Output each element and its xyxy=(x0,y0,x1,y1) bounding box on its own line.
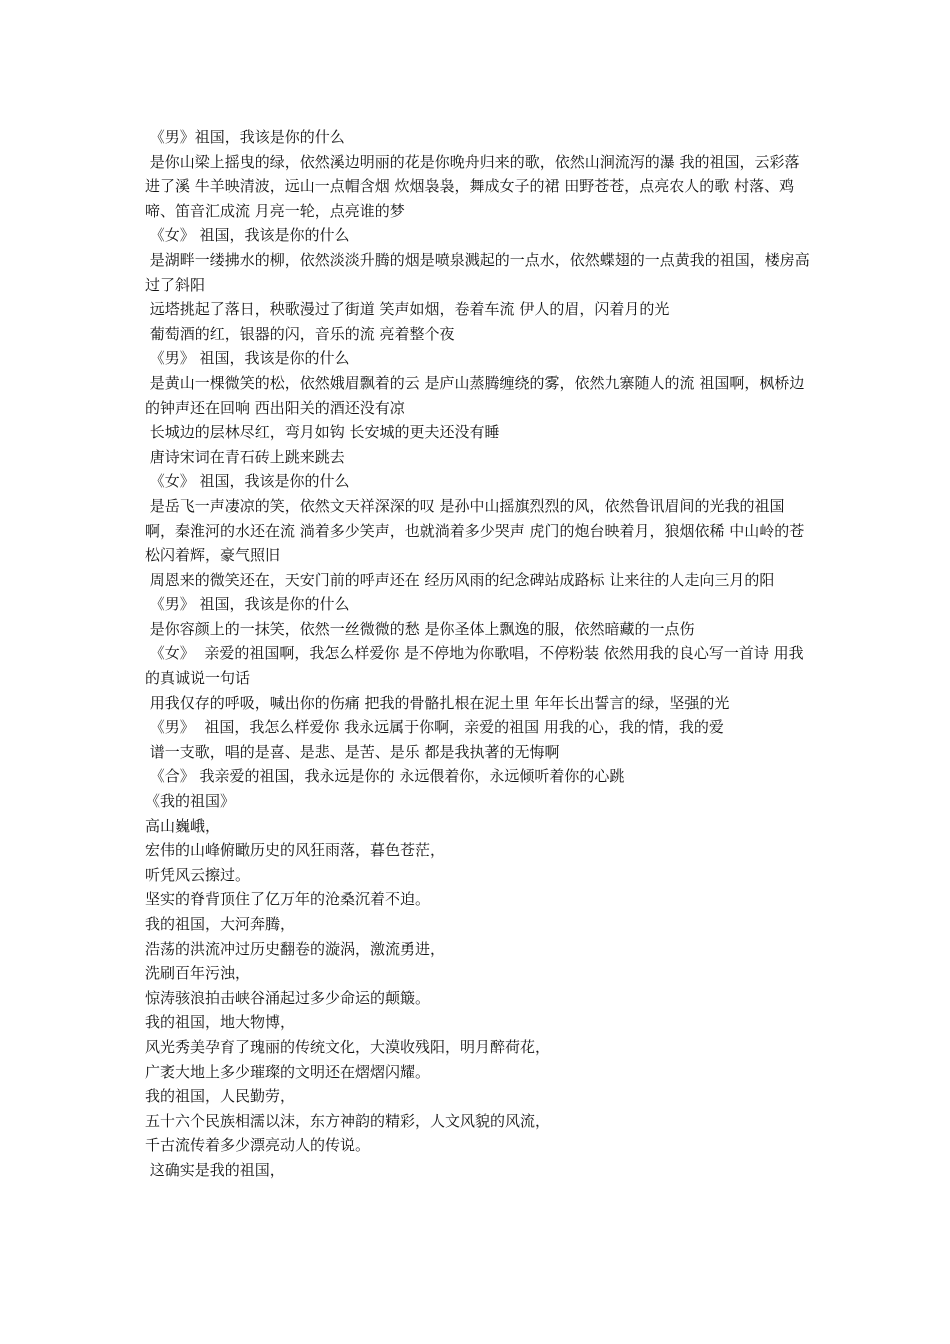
line-07: 《男》 祖国，我该是你的什么 xyxy=(145,349,350,368)
line-10: 唐诗宋词在青石砖上跳来跳去 xyxy=(145,447,345,466)
line-29: 惊涛骇浪拍击峡谷涌起过多少命运的颠簸。 xyxy=(145,988,431,1007)
line-12: 是岳飞一声凄凉的笑，依然文天祥深深的叹 是孙中山摇旗烈烈的风，依然鲁讯眉间的光我的祖国啊，秦淮河的水还在流 淌着多少笑声，也就淌着多少哭声 虎门的炮台映着月，狼烟依稀 中山岭的苍松闪着辉，豪气照旧 xyxy=(145,496,805,565)
line-17: 用我仅存的呼吸，喊出你的伤痛 把我的骨骼扎根在泥土里 年年长出誓言的绿，坚强的光 xyxy=(145,693,730,712)
line-09: 长城边的层林尽红，弯月如钩 长安城的更夫还没有睡 xyxy=(145,423,500,442)
line-34: 五十六个民族相濡以沫，东方神韵的精彩，人文风貌的风流， xyxy=(145,1111,551,1130)
line-25: 坚实的脊背顶住了亿万年的沧桑沉着不迫。 xyxy=(145,890,431,909)
line-26: 我的祖国，大河奔腾， xyxy=(145,915,296,933)
poem-title: 《我的祖国》 xyxy=(145,792,236,811)
line-06: 葡萄酒的红，银器的闪，音乐的流 亮着整个夜 xyxy=(145,324,455,343)
line-04: 是湖畔一缕拂水的柳，依然淡淡升腾的烟是喷泉溅起的一点水，依然蝶翅的一点黄我的祖国，楼房高过了斜阳 xyxy=(145,250,810,294)
line-24: 听凭风云擦过。 xyxy=(145,865,251,884)
line-11: 《女》 祖国，我该是你的什么 xyxy=(145,472,350,491)
line-33: 我的祖国，人民勤劳， xyxy=(145,1087,296,1106)
line-20: 《合》 我亲爱的祖国，我永远是你的 永远偎着你，永远倾听着你的心跳 xyxy=(145,767,625,786)
line-30: 我的祖国，地大物博， xyxy=(145,1013,296,1032)
line-13: 周恩来的微笑还在，天安门前的呼声还在 经历风雨的纪念碑站成路标 让来往的人走向三月的阳 xyxy=(145,570,775,589)
line-22: 高山巍峨， xyxy=(145,816,221,835)
line-15: 是你容颜上的一抹笑，依然一丝微微的愁 是你圣体上飘逸的服，依然暗藏的一点伤 xyxy=(145,619,695,638)
line-14: 《男》 祖国，我该是你的什么 xyxy=(145,595,350,614)
line-01: 《男》祖国，我该是你的什么 xyxy=(145,128,345,146)
line-32: 广袤大地上多少璀璨的文明还在熠熠闪耀。 xyxy=(145,1062,431,1081)
line-18: 《男》 祖国，我怎么样爱你 我永远属于你啊，亲爱的祖国 用我的心，我的情，我的爱 xyxy=(145,718,724,737)
line-27: 浩荡的洪流冲过历史翻卷的漩涡，激流勇进， xyxy=(145,939,446,958)
line-28: 洗刷百年污浊， xyxy=(145,964,251,983)
line-08: 是黄山一棵微笑的松，依然娥眉飘着的云 是庐山蒸腾缠绕的雾，依然九寨随人的流 祖国啊，枫桥边的钟声还在回响 西出阳关的酒还没有凉 xyxy=(145,373,805,417)
line-23: 宏伟的山峰俯瞰历史的风狂雨落，暮色苍茫， xyxy=(145,841,446,860)
line-02: 是你山梁上摇曳的绿，依然溪边明丽的花是你晚舟归来的歌，依然山涧流泻的瀑 我的祖国，云彩落进了溪 牛羊映清波，远山一点帽含烟 炊烟袅袅，舞成女子的裙 田野苍苍，点亮农人的歌 村落、鸡啼、笛音汇成流 月亮一轮，点亮谁的梦 xyxy=(145,152,800,220)
line-03: 《女》 祖国，我该是你的什么 xyxy=(145,226,350,245)
line-35: 千古流传着多少漂亮动人的传说。 xyxy=(145,1136,371,1155)
line-16: 《女》 亲爱的祖国啊，我怎么样爱你 是不停地为你歌唱，不停粉装 依然用我的良心写一首诗 用我的真诚说一句话 xyxy=(145,644,804,688)
line-36: 这确实是我的祖国， xyxy=(145,1160,285,1179)
line-19: 谱一支歌，唱的是喜、是悲、是苦、是乐 都是我执著的无悔啊 xyxy=(145,742,560,761)
document-page xyxy=(145,125,810,1183)
line-05: 远塔挑起了落日，秧歌漫过了街道 笑声如烟，卷着车流 伊人的眉，闪着月的光 xyxy=(145,300,670,319)
line-31: 风光秀美孕育了瑰丽的传统文化，大漠收残阳，明月醉荷花， xyxy=(145,1037,551,1056)
